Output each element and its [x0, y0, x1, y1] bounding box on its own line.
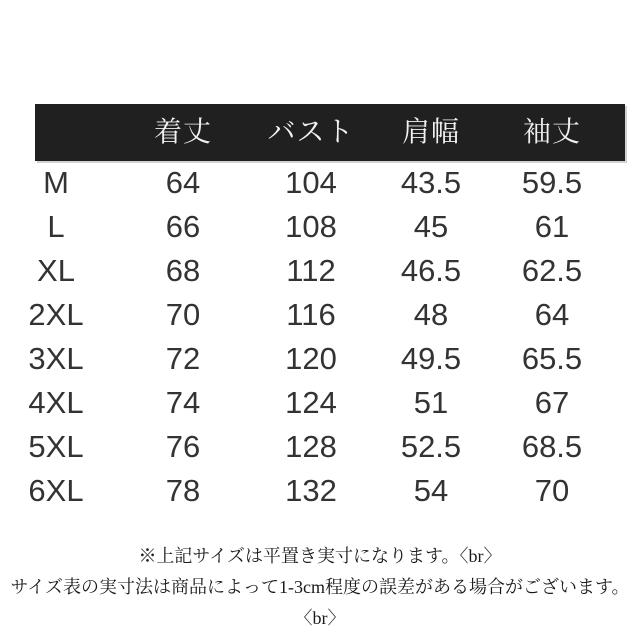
- sleeve-value: 65.5: [521, 341, 583, 376]
- sleeve-value: 64: [534, 297, 570, 332]
- sleeve-value: 70: [534, 473, 570, 508]
- shoulder-value: 46.5: [400, 253, 462, 288]
- table-row: [0, 469, 610, 513]
- shoulder-value: 45: [413, 209, 449, 244]
- length-value: 70: [165, 297, 201, 332]
- length-value: 64: [165, 165, 201, 200]
- sleeve-value: 61: [534, 209, 570, 244]
- size-label: L: [47, 209, 65, 244]
- sleeve-value: 62.5: [521, 253, 583, 288]
- size-label: M: [43, 165, 69, 200]
- sleeve-value: 59.5: [521, 165, 583, 200]
- length-value: 74: [165, 385, 201, 420]
- header-cell-length: 着丈: [153, 117, 212, 148]
- bust-value: 132: [285, 473, 337, 508]
- bust-value: 108: [285, 209, 337, 244]
- size-label: 5XL: [28, 429, 84, 464]
- bust-value: 112: [286, 253, 336, 288]
- table-row: [0, 249, 610, 293]
- shoulder-value: 52.5: [400, 429, 462, 464]
- length-value: 72: [165, 341, 201, 376]
- header-cell-size: [0, 104, 112, 161]
- length-value: 76: [165, 429, 201, 464]
- size-label: 6XL: [28, 473, 84, 508]
- size-label: XL: [37, 253, 75, 288]
- shoulder-value: 43.5: [400, 165, 462, 200]
- length-value: 66: [165, 209, 201, 244]
- length-value: 78: [165, 473, 201, 508]
- header-cell-sleeve: 袖丈: [522, 117, 581, 148]
- table-body: [0, 161, 610, 513]
- table-row: [0, 161, 610, 205]
- header-cell-shoulder: 肩幅: [401, 117, 460, 148]
- sleeve-value: 68.5: [521, 429, 583, 464]
- note-line-1: ※上記サイズは平置き実寸になります。〈br〉: [138, 546, 502, 566]
- note-line-2: サイズ表の実寸法は商品によって1-3cm程度の誤差がある場合がございます。〈br〉: [10, 577, 630, 628]
- bust-value: 120: [285, 341, 337, 376]
- shoulder-value: 51: [413, 385, 449, 420]
- length-value: 68: [165, 253, 201, 288]
- sleeve-value: 67: [534, 385, 570, 420]
- bust-value: 104: [285, 165, 337, 200]
- bust-value: 124: [285, 385, 337, 420]
- bust-value: 128: [285, 429, 337, 464]
- size-label: 3XL: [28, 341, 84, 376]
- table-header-row: [0, 104, 610, 161]
- size-notes: [0, 541, 640, 628]
- shoulder-value: 48: [413, 297, 449, 332]
- size-label: 2XL: [28, 297, 84, 332]
- table-row: [0, 425, 610, 469]
- shoulder-value: 54: [413, 473, 449, 508]
- table-row: [0, 381, 610, 425]
- table-row: [0, 293, 610, 337]
- bust-value: 116: [286, 297, 336, 332]
- header-cell-bust: バスト: [267, 117, 355, 148]
- size-label: 4XL: [28, 385, 84, 420]
- table-row: [0, 205, 610, 249]
- shoulder-value: 49.5: [400, 341, 462, 376]
- table-row: [0, 337, 610, 381]
